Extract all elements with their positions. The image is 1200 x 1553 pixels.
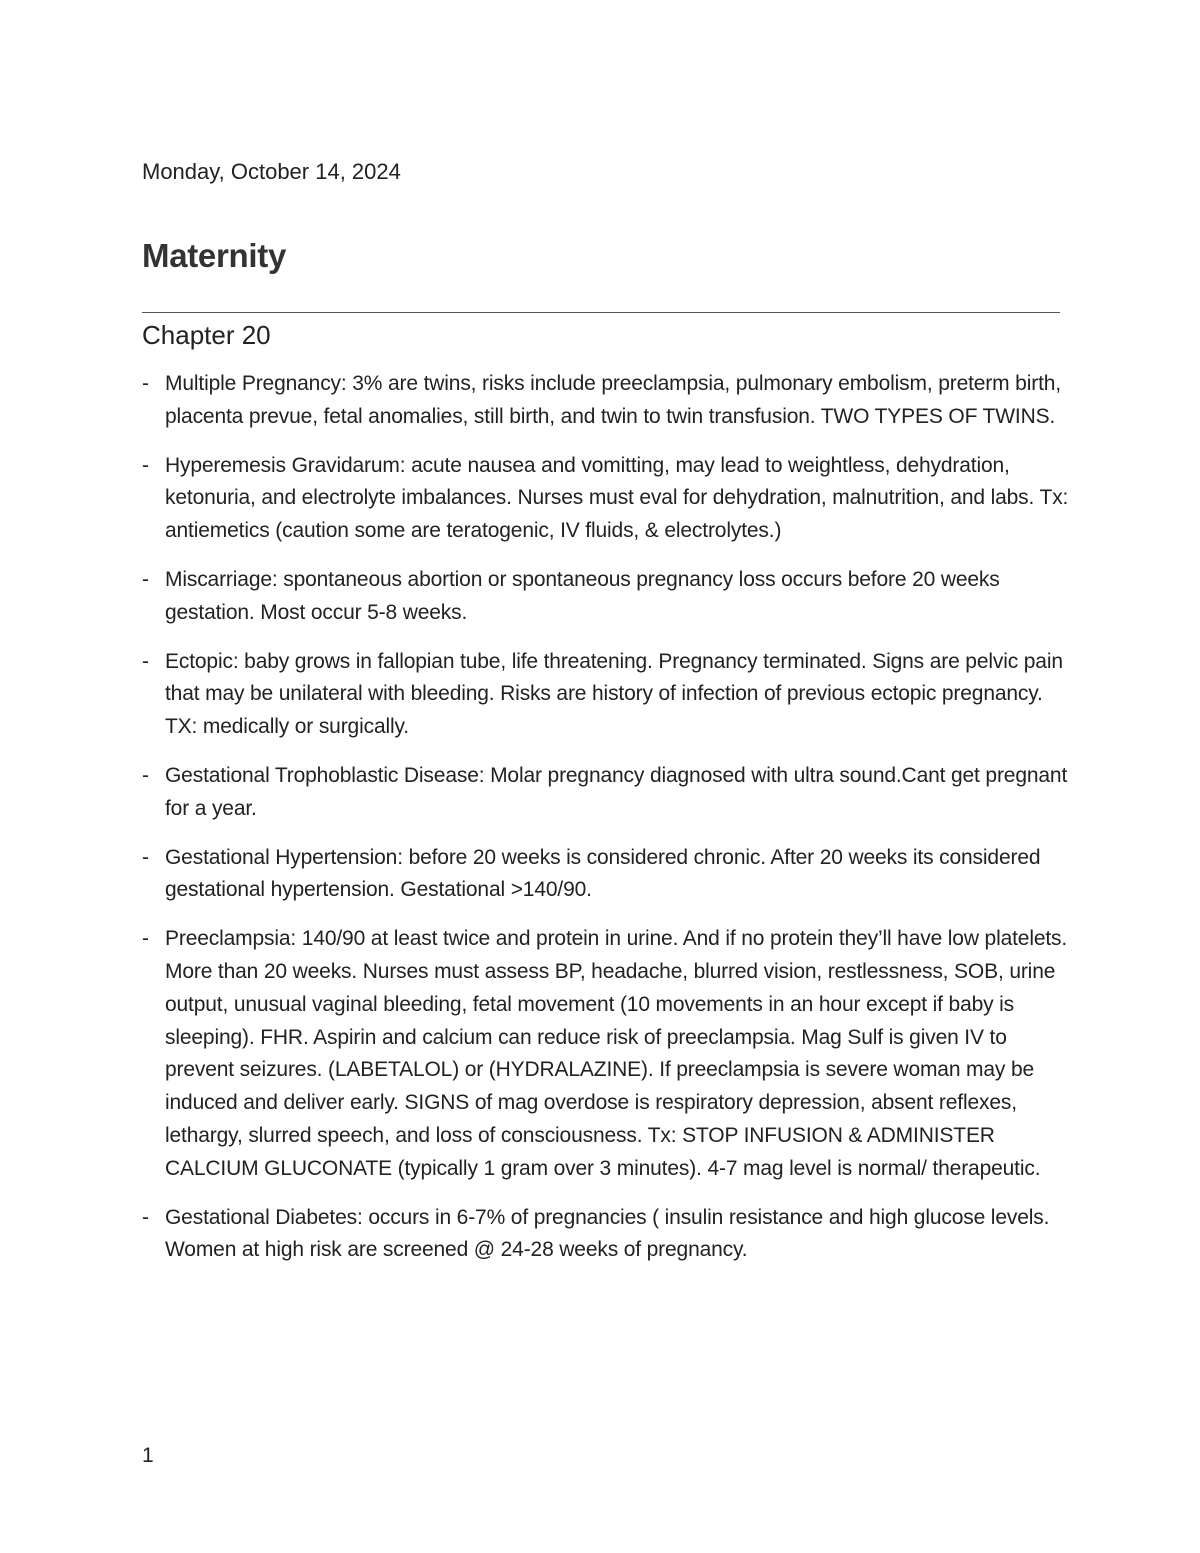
list-item	[142, 842, 1072, 908]
list-item	[142, 368, 1072, 434]
dash-bullet-icon: -	[142, 845, 149, 869]
list-item	[142, 646, 1072, 744]
dash-bullet-icon: -	[142, 453, 149, 477]
list-item	[142, 760, 1072, 826]
note-title: Maternity	[142, 237, 286, 274]
dash-bullet-icon: -	[142, 1205, 149, 1229]
chapter-heading: Chapter 20	[142, 320, 271, 350]
list-item-text: Multiple Pregnancy: 3% are twins, risks include preeclampsia, pulmonary embolism, preterm birth, placenta prevue, fetal anomalies, still birth, and twin to twin transfusion. TWO TYPES OF TWINS.	[165, 372, 1061, 428]
list-item	[142, 564, 1072, 630]
list-item-text: Gestational Trophoblastic Disease: Molar pregnancy diagnosed with ultra sound.Cant get pregnant for a year.	[165, 763, 1068, 820]
list-item	[142, 450, 1072, 548]
title-divider	[142, 312, 1060, 313]
list-item-text: Miscarriage: spontaneous abortion or spontaneous pregnancy loss occurs before 20 weeks gestation. Most occur 5-8 weeks.	[165, 567, 1000, 624]
list-item	[142, 1202, 1072, 1268]
list-item-text: Ectopic: baby grows in fallopian tube, life threatening. Pregnancy terminated. Signs are pelvic pain that may be unilateral with bleeding. Risks are history of infection of previous ectopic pregnancy. TX: medically or surgically.	[165, 649, 1063, 739]
list-item-text: Gestational Diabetes: occurs in 6-7% of pregnancies ( insulin resistance and high glucose levels. Women at high risk are screened @ 24-28 weeks of pregnancy.	[165, 1205, 1050, 1262]
list-item-text: Hyperemesis Gravidarum: acute nausea and vomitting, may lead to weightless, dehydration, ketonuria, and electrolyte imbalances. Nurses must eval for dehydration, malnutrition, and labs. Tx: antiemetics (caution some are teratogenic, IV fluids, & electrolytes.)	[165, 453, 1069, 543]
note-date: Monday, October 14, 2024	[142, 159, 401, 184]
list-item	[142, 923, 1072, 1185]
dash-bullet-icon: -	[142, 372, 149, 395]
page-number: 1	[142, 1444, 154, 1467]
dash-bullet-icon: -	[142, 649, 149, 673]
dash-bullet-icon: -	[142, 927, 149, 951]
list-item-text: Gestational Hypertension: before 20 weeks is considered chronic. After 20 weeks its considered gestational hypertension. Gestational >140/90.	[165, 845, 1041, 902]
notes-list	[142, 368, 1072, 1283]
dash-bullet-icon: -	[142, 567, 149, 591]
dash-bullet-icon: -	[142, 763, 149, 787]
list-item-text: Preeclampsia: 140/90 at least twice and protein in urine. And if no protein they’ll have low platelets. More than 20 weeks. Nurses must assess BP, headache, blurred vision, restlessness, SOB, urine output, unusual vaginal bleeding, fetal movement (10 movements in an hour except if baby is sleeping). FHR. Aspirin and calcium can reduce risk of preeclampsia. Mag Sulf is given IV to prevent seizures. (LABETALOL) or (HYDRALAZINE). If preeclampsia is severe woman may be induced and deliver early. SIGNS of mag overdose is respiratory depression, absent reflexes, lethargy, slurred speech, and loss of consciousness. Tx: STOP INFUSION & ADMINISTER CALCIUM GLUCONATE (typically 1 gram over 3 minutes). 4-7 mag level is normal/ therapeutic.	[165, 927, 1068, 1180]
